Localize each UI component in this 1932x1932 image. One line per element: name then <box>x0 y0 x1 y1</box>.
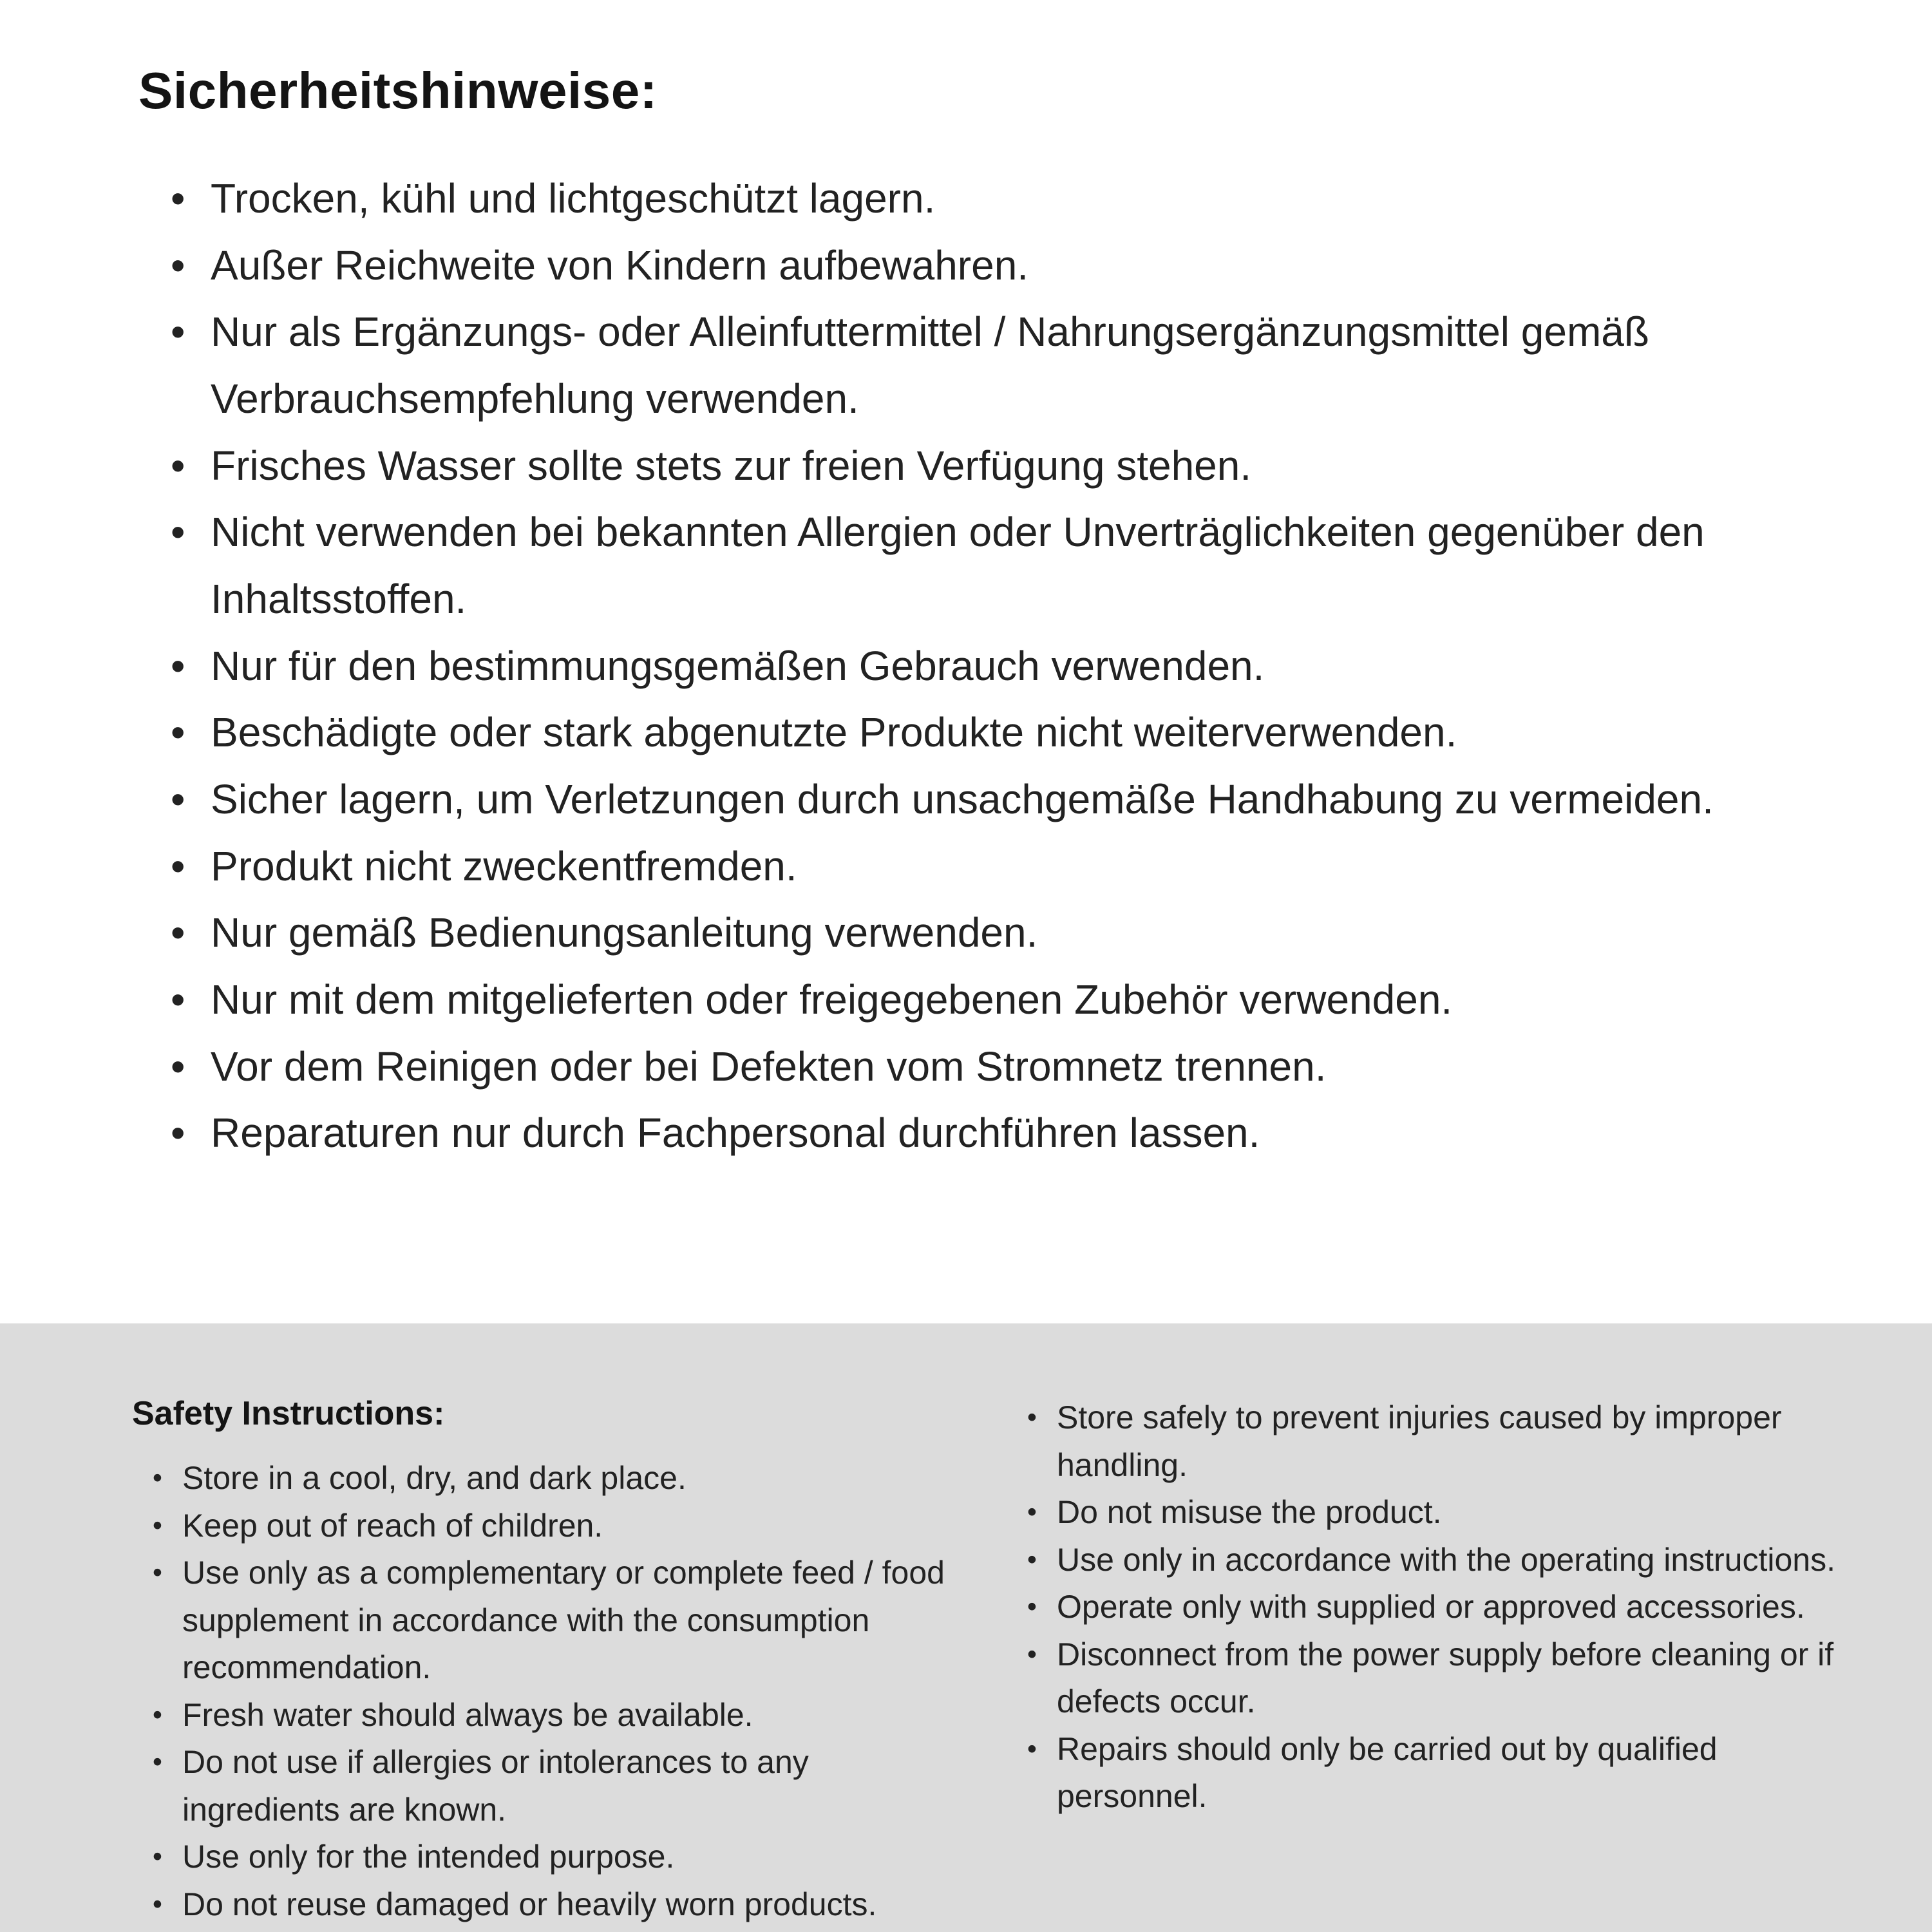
english-safety-bullet: • Store in a cool, dry, and dark place. <box>153 1455 966 1502</box>
german-safety-bullet: • Nur als Ergänzungs- oder Alleinfuttermittel / Nahrungsergänzungsmittel gemäß Verbrauchsempfehlung verwenden. <box>171 299 1781 432</box>
english-safety-section <box>0 1323 1932 1932</box>
english-safety-bullet: • Do not misuse the product. <box>1027 1489 1861 1537</box>
english-safety-bullet: • Keep out of reach of children. <box>153 1502 966 1550</box>
english-safety-bullet: • Operate only with supplied or approved accessories. <box>1027 1584 1861 1631</box>
german-safety-bullet: • Sicher lagern, um Verletzungen durch unsachgemäße Handhabung zu vermeiden. <box>171 766 1781 833</box>
english-safety-bullet: • Repairs should only be carried out by qualified personnel. <box>1027 1726 1861 1821</box>
german-safety-bullet: • Nur mit dem mitgelieferten oder freigegebenen Zubehör verwenden. <box>171 967 1781 1034</box>
english-section-title: Safety Instructions: <box>132 1395 445 1432</box>
german-safety-bullet: • Produkt nicht zweckentfremden. <box>171 833 1781 900</box>
german-section-title: Sicherheitshinweise: <box>138 62 658 119</box>
english-safety-bullet: • Store safely to prevent injuries caused by improper handling. <box>1027 1394 1861 1489</box>
german-safety-bullet: • Frisches Wasser sollte stets zur freien Verfügung stehen. <box>171 433 1781 500</box>
german-safety-bullet: • Außer Reichweite von Kindern aufbewahren. <box>171 232 1781 299</box>
german-safety-bullet: • Nur gemäß Bedienungsanleitung verwenden. <box>171 900 1781 967</box>
german-safety-bullet: • Beschädigte oder stark abgenutzte Produkte nicht weiterverwenden. <box>171 699 1781 766</box>
english-safety-bullet: • Do not reuse damaged or heavily worn products. <box>153 1881 966 1929</box>
english-safety-bullet: • Use only as a complementary or complete feed / food supplement in accordance with the consumption recommendation. <box>153 1549 966 1692</box>
german-safety-bullet: • Nicht verwenden bei bekannten Allergien oder Unverträglichkeiten gegenüber den Inhaltsstoffen. <box>171 499 1781 632</box>
english-right-column <box>1027 1394 1861 1821</box>
english-left-column <box>132 1394 966 1928</box>
german-safety-bullet: • Vor dem Reinigen oder bei Defekten vom Stromnetz trennen. <box>171 1034 1781 1101</box>
english-safety-bullet: • Do not use if allergies or intolerances to any ingredients are known. <box>153 1739 966 1833</box>
german-safety-bullet: • Nur für den bestimmungsgemäßen Gebrauch verwenden. <box>171 633 1781 700</box>
english-safety-bullet: • Use only for the intended purpose. <box>153 1833 966 1881</box>
english-safety-bullet: • Fresh water should always be available. <box>153 1692 966 1739</box>
english-safety-list-left <box>132 1455 966 1928</box>
english-safety-bullet: • Use only in accordance with the operating instructions. <box>1027 1537 1861 1584</box>
german-safety-list <box>138 166 1781 1167</box>
english-safety-bullet: • Disconnect from the power supply before cleaning or if defects occur. <box>1027 1631 1861 1726</box>
german-safety-bullet: • Trocken, kühl und lichtgeschützt lagern. <box>171 166 1781 232</box>
german-safety-bullet: • Reparaturen nur durch Fachpersonal durchführen lassen. <box>171 1100 1781 1167</box>
english-safety-list-right <box>1027 1394 1861 1821</box>
